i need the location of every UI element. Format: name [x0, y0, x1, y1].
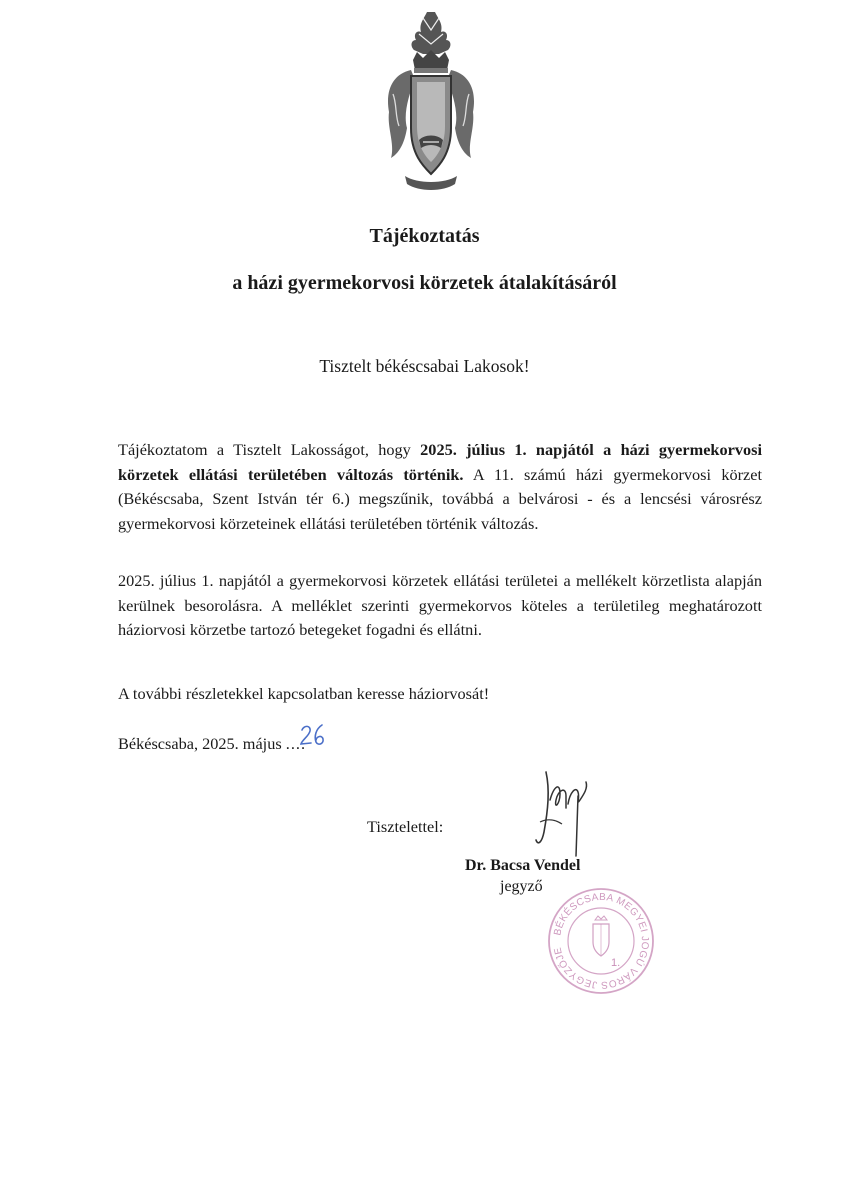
coat-of-arms-icon — [383, 8, 479, 192]
official-round-stamp-icon — [546, 886, 656, 996]
paragraph-3: A további részletekkel kapcsolatban keresse háziorvosát! — [118, 684, 490, 703]
signatory-role: jegyző — [500, 878, 543, 895]
paragraph-1-rest: A 11. számú házi gyermekorvosi körzet (Békéscsaba, Szent István tér 6.) megszűnik, továbbá a belvárosi - és a lencsési városrész gyermekorvosi körzeteinek ellátási területében történik változás. — [118, 464, 762, 533]
signatory-name: Dr. Bacsa Vendel — [465, 857, 581, 874]
paragraph-1 — [118, 438, 762, 536]
document-subtitle: a házi gyermekorvosi körzetek átalakításáról — [232, 272, 617, 294]
salutation: Tisztelt békéscsabai Lakosok! — [319, 356, 530, 376]
handwritten-signature-icon — [526, 760, 596, 860]
stamp-text: BÉKÉSCSABA MEGYEI JOGÚ VÁROS JEGYZŐJE — [552, 891, 651, 991]
paragraph-1-intro: Tájékoztatom a Tisztelt Lakosságot, hogy — [118, 440, 421, 459]
date-line — [118, 734, 306, 754]
stamp-number: 1. — [611, 957, 621, 969]
document-title: Tájékoztatás — [369, 225, 480, 247]
date-dots: .... — [285, 734, 307, 753]
paragraph-2: 2025. július 1. napjától a gyermekorvosi körzetek ellátási területei a mellékelt körzetlista alapján kerülnek besorolásra. A melléklet szerinti gyermekorvos köteles a területileg meghatározott háziorvosi körzetbe tartozó betegeket fogadni és ellátni. — [118, 571, 762, 639]
handwritten-day — [296, 721, 328, 749]
closing: Tisztelettel: — [367, 817, 444, 836]
date-prefix: Békéscsaba, 2025. május — [118, 734, 286, 753]
paragraph-1-bold: 2025. július 1. napjától a házi gyermekorvosi körzetek ellátási területében változás történik. — [118, 440, 762, 484]
